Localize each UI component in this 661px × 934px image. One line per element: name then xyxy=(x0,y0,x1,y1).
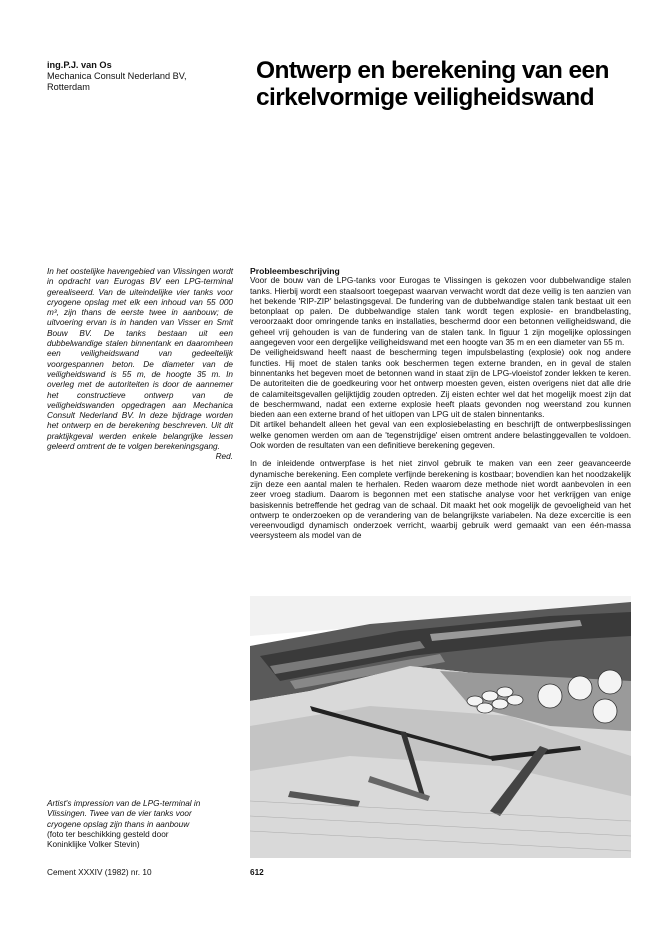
intro-text: In het oostelijke havengebied van Vlissingen wordt in opdracht van Eurogas BV een LPG-terminal gerealiseerd. Van de uiteindelijke vier tanks voor cryogene opslag met elk een inhoud van 55 000 m³, zijn thans de eerste twee in aanbouw; de uitvoering ervan is in handen van Visser en Smit Bouw BV. De tanks bestaan uit een dubbelwandige stalen binnentank en daaromheen een veiligheidswand van gedeeltelijk voorgespannen beton. De diameter van de veiligheidswand is 55 m, de hoogte 35 m. In overleg met de autoriteiten is door de aannemer het constructieve ontwerp van de veiligheidswanden opgedragen aan Mechanica Consult Nederland BV. In deze bijdrage worden het ontwerp en de berekening beschreven. Uit dit praktijkgeval werden enkele belangrijke lessen geleerd omtrent de te volgen berekeningsgang. xyxy=(47,267,233,452)
terminal-illustration xyxy=(250,596,631,858)
author-name: ing.P.J. van Os xyxy=(47,60,112,70)
caption-line-1: Artist's impression van de LPG-terminal in xyxy=(47,799,201,808)
body-paragraph-2: De veiligheidswand heeft naast de bescherming tegen impulsbelasting (explosie) ook nog andere functies. Hij moet de stalen tanks ook beschermen tegen externe branden, en in geval de stalen binnentanks het begeven moet de betonnen wand in staat zijn de LPG-vloeistof zonder lekken te keren. De autoriteiten die de goedkeuring voor het ontwerp moesten geven, eisten overigens niet dat alle drie de calamiteitsgevallen gelijktijdig zouden optreden. Zij eisten echter wel dat het mogelijk moest zijn dat de beschermwand, nadat een externe explosie heeft plaats gevonden nog weerstand zou kunnen bieden aan een externe brand of het uitlopen van LPG uit de stalen binnentanks. xyxy=(250,348,631,420)
figure-caption xyxy=(47,799,237,850)
article-title xyxy=(256,57,656,111)
author-block xyxy=(47,60,247,93)
author-city: Rotterdam xyxy=(47,82,90,92)
section-heading: Probleembeschrijving xyxy=(250,266,340,276)
body-paragraph-1: Voor de bouw van de LPG-tanks voor Eurogas te Vlissingen is gekozen voor dubbelwandige stalen tanks. Hierbij wordt een staalsoort toegepast waarvan verwacht wordt dat deze veilig is ten aanzien van het bekende 'RIP-ZIP' belastingsgeval. De fundering van de dubbelwandige stalen tank bestaat uit een betonplaat op palen. De dubbelwandige stalen tank wordt tegen explosie- en brandbelasting, veroorzaakt door omringende tanks en installaties, beschermd door een betonnen veiligheidswand, die geheel vrij gehouden is van de fundering van de stalen tank. In figuur 1 zijn mogelijke oplossingen aangegeven voor een dergelijke veiligheidswand met een hoogte van 35 m en een diameter van 55 m. xyxy=(250,276,631,348)
caption-line-2: Vlissingen. Twee van de vier tanks voor xyxy=(47,809,192,819)
intro-signature: Red. xyxy=(215,452,233,462)
body-paragraph-3: Dit artikel behandelt alleen het geval van een explosiebelasting en beschrijft de ontwerpbeslissingen welke genomen werden om aan de 'tegenstrijdige' eisen omtrent andere belastinggevallen te voldoen. Ook worden de resultaten van een definitieve berekening gegeven. xyxy=(250,420,631,451)
caption-line-4: (foto ter beschikking gesteld door xyxy=(47,829,169,839)
body-paragraph-4: In de inleidende ontwerpfase is het niet zinvol gebruik te maken van een zeer geavanceerde dynamische berekening. Een complete verfijnde berekening is kostbaar; bovendien kan het noodzakelijk zijn deze een aantal malen te herhalen. Reden waarom deze methode niet wordt aanbevolen in een zeer vroeg stadium. Daarom is begonnen met een statische analyse voor het verkrijgen van enige basiskennis betreffende het gedrag van de schaal. Dit maakt het ook mogelijk de gevoeligheid van het ontwerp te onderzoeken op de verandering van de belangrijkste variabelen. Na deze excercitie is een vereenvoudigd dynamisch onderzoek verricht, waarbij gebruik werd gemaakt van een één-massa veersysteem als model van de xyxy=(250,459,631,541)
page-number: 612 xyxy=(250,868,264,877)
body-text xyxy=(250,266,631,542)
intro-abstract xyxy=(47,267,233,463)
caption-line-3: cryogene opslag zijn thans in aanbouw xyxy=(47,819,190,829)
caption-line-5: Koninklijke Volker Stevin) xyxy=(47,840,140,850)
title-line-1: Ontwerp en berekening van een xyxy=(256,57,609,84)
author-affiliation: Mechanica Consult Nederland BV, xyxy=(47,71,187,81)
title-line-2: cirkelvormige veiligheidswand xyxy=(256,84,594,111)
journal-footer: Cement XXXIV (1982) nr. 10 xyxy=(47,868,152,877)
